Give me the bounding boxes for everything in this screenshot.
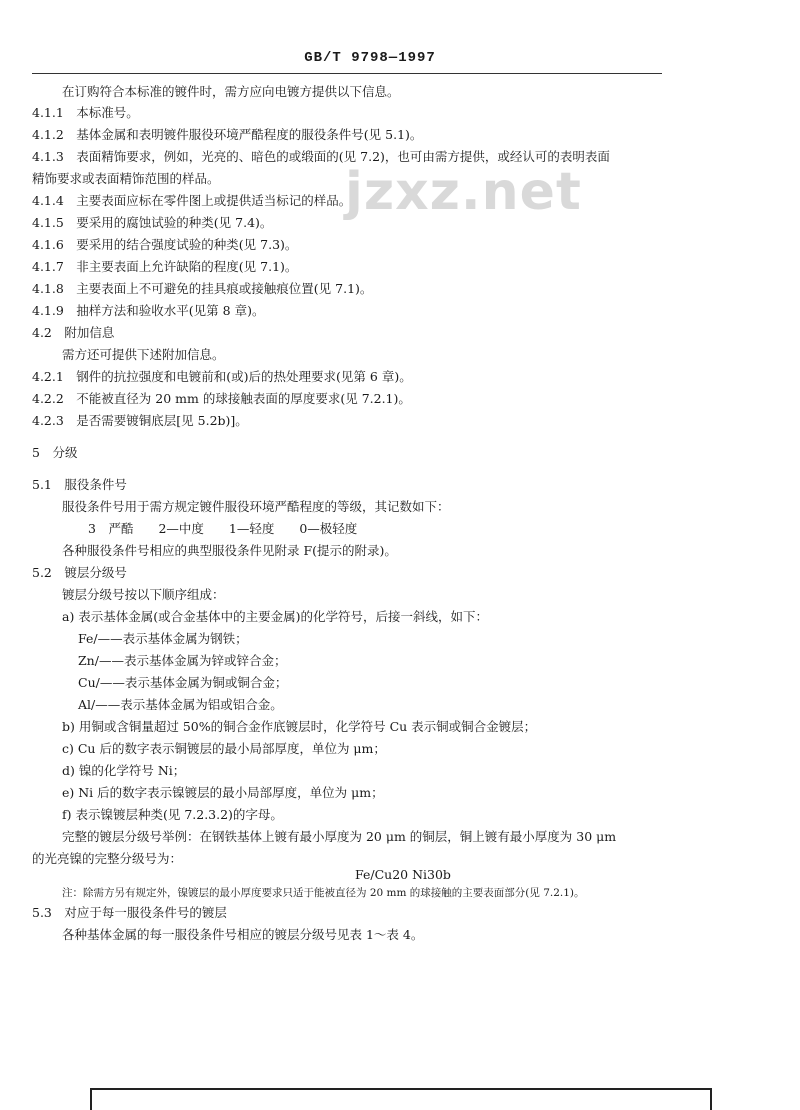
text-line: 4.1.3 表面精饰要求，例如，光亮的、暗色的或缎面的(见 7.2)，也可由需方提供，或经认可的表明表面	[32, 149, 610, 164]
text-line: 4.1.6 要采用的结合强度试验的种类(见 7.3)。	[32, 237, 298, 252]
text-line: 4.1.8 主要表面上不可避免的挂具痕或接触痕位置(见 7.1)。	[32, 281, 373, 296]
text-line: 5.1 服役条件号	[32, 477, 127, 492]
text-line: 4.1.5 要采用的腐蚀试验的种类(见 7.4)。	[32, 215, 273, 230]
text-line: 4.1.4 主要表面应标在零件图上或提供适当标记的样品。	[32, 193, 352, 208]
header-rule	[32, 73, 662, 74]
text-line: c) Cu 后的数字表示铜镀层的最小局部厚度，单位为 μm；	[62, 741, 386, 756]
text-line: Fe/Cu20 Ni30b	[355, 867, 451, 882]
text-line: 4.2.2 不能被直径为 20 mm 的球接触表面的厚度要求(见 7.2.1)。	[32, 391, 411, 406]
page-header: GB/T 9798—1997	[304, 50, 436, 66]
text-line: 服役条件号用于需方规定镀件服役环境严酷程度的等级，其记数如下：	[62, 499, 450, 514]
text-line: 4.2.3 是否需要镀铜底层[见 5.2b)]。	[32, 413, 248, 428]
text-line: 3 严酷 2—中度 1—轻度 0—极轻度	[88, 521, 358, 536]
text-line: e) Ni 后的数字表示镍镀层的最小局部厚度，单位为 μm；	[62, 785, 384, 800]
text-line: 5 分级	[32, 445, 78, 460]
text-line: 精饰要求或表面精饰范围的样品。	[32, 171, 220, 186]
text-line: 5.2 镀层分级号	[32, 565, 127, 580]
text-line: 镀层分级号按以下顺序组成：	[62, 587, 225, 602]
text-line: 的光亮镍的完整分级号为：	[32, 851, 183, 866]
text-line: 各种基体金属的每一服役条件号相应的镀层分级号见表 1～表 4。	[62, 927, 424, 942]
text-line: f) 表示镍镀层种类(见 7.2.3.2)的字母。	[62, 807, 283, 822]
note-line: 注：除需方另有规定外，镍镀层的最小厚度要求只适于能被直径为 20 mm 的球接触的主要表面部分(见 7.2.1)。	[62, 887, 585, 899]
text-line: 4.1.9 抽样方法和验收水平(见第 8 章)。	[32, 303, 265, 318]
text-line: 各种服役条件号相应的典型服役条件见附录 F(提示的附录)。	[62, 543, 397, 558]
text-line: 完整的镀层分级号举例：在钢铁基体上镀有最小厚度为 20 μm 的铜层，铜上镀有最小厚度为 30 μm	[62, 829, 617, 844]
text-line: a) 表示基体金属(或合金基体中的主要金属)的化学符号，后接一斜线，如下：	[62, 609, 489, 624]
text-line: Cu/——表示基体金属为铜或铜合金；	[78, 675, 288, 690]
text-line: 4.1.1 本标准号。	[32, 105, 139, 120]
text-line: 需方还可提供下述附加信息。	[62, 347, 225, 362]
text-line: 4.2.1 钢件的抗拉强度和电镀前和(或)后的热处理要求(见第 6 章)。	[32, 369, 412, 384]
text-line: 5.3 对应于每一服役条件号的镀层	[32, 905, 227, 920]
table-top-border	[90, 1088, 712, 1110]
text-line: Fe/——表示基体金属为钢铁；	[78, 631, 248, 646]
text-line: 4.2 附加信息	[32, 325, 115, 340]
text-line: b) 用铜或含铜量超过 50%的铜合金作底镀层时，化学符号 Cu 表示铜或铜合金镀层；	[62, 719, 537, 734]
text-line: Zn/——表示基体金属为锌或锌合金；	[78, 653, 287, 668]
text-line: 在订购符合本标准的镀件时，需方应向电镀方提供以下信息。	[62, 84, 400, 99]
watermark: jzxz.net	[345, 162, 582, 222]
text-line: 4.1.7 非主要表面上允许缺陷的程度(见 7.1)。	[32, 259, 298, 274]
text-line: 4.1.2 基体金属和表明镀件服役环境严酷程度的服役条件号(见 5.1)。	[32, 127, 423, 142]
text-line: d) 镍的化学符号 Ni；	[62, 763, 186, 778]
text-line: Al/——表示基体金属为铝或铝合金。	[78, 697, 283, 712]
